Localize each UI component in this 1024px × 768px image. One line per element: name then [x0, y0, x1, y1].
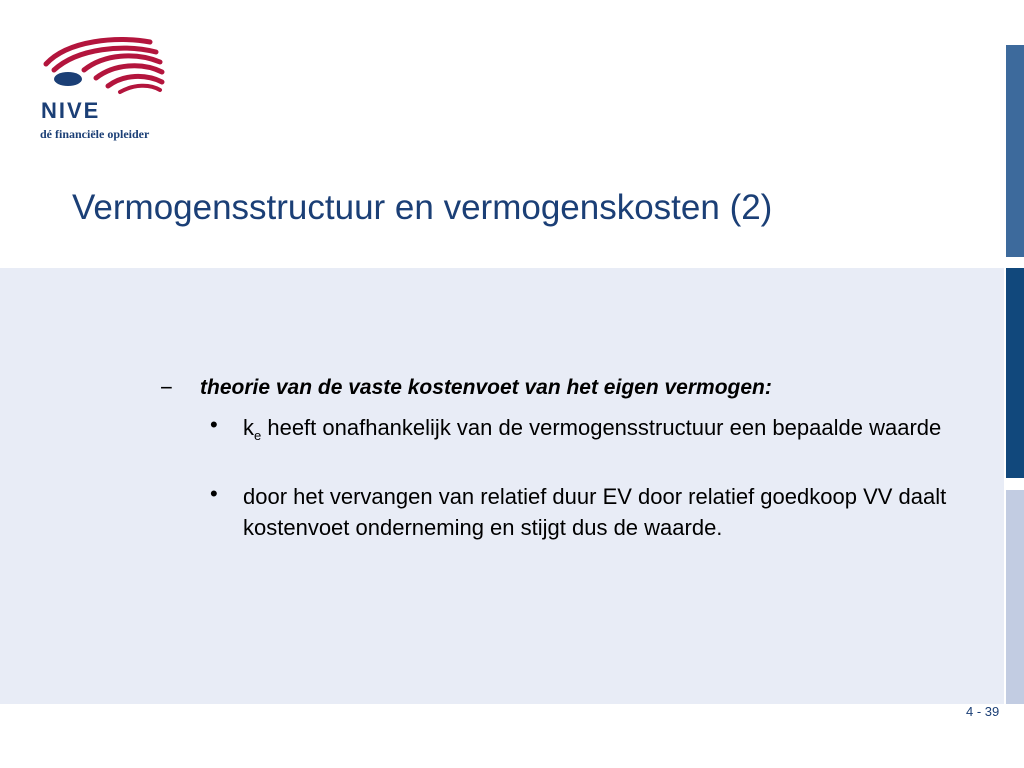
- bullet-marker: •: [210, 481, 218, 506]
- page-number: 4 - 39: [966, 704, 1000, 719]
- list-heading: theorie van de vaste kostenvoet van het eigen vermogen:: [200, 376, 772, 399]
- slide-title: Vermogensstructuur en vermogenskosten (2): [72, 188, 773, 227]
- logo-tagline: dé financiële opleider: [40, 127, 150, 141]
- cost-symbol: k: [243, 415, 254, 440]
- bullet-text-body: heeft onafhankelijk van de vermogensstructuur een bepaalde waarde: [261, 415, 942, 440]
- side-bar-top: [1006, 45, 1024, 257]
- bullet-text: [243, 412, 1008, 443]
- bullet-text: door het vervangen van relatief duur EV door relatief goedkoop VV daalt kostenvoet onderneming en stijgt dus de waarde.: [243, 484, 947, 540]
- bullet-marker: •: [210, 412, 218, 437]
- side-bar-bottom: [1006, 490, 1024, 704]
- nive-swoosh-icon: [38, 34, 168, 100]
- side-bar-middle: [1006, 268, 1024, 478]
- nive-logo: [38, 34, 188, 144]
- cost-symbol-subscript: e: [254, 428, 262, 443]
- logo-name: NIVE: [41, 98, 101, 123]
- dash-marker: −: [160, 375, 173, 400]
